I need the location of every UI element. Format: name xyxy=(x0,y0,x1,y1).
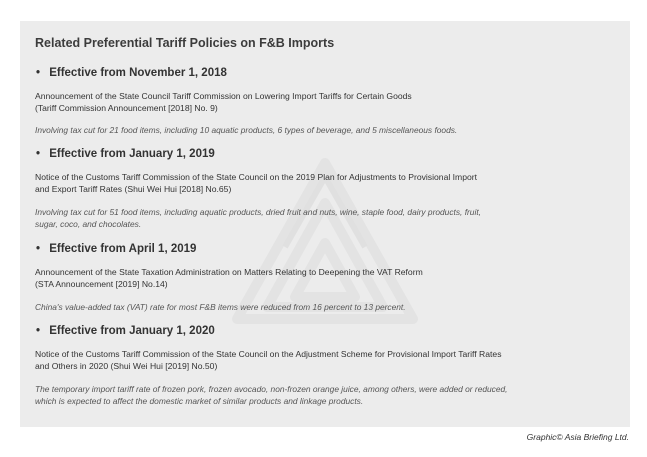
policy-notice xyxy=(35,348,625,372)
effective-date: Effective from January 1, 2019 xyxy=(49,148,215,160)
bullet-icon: • xyxy=(36,67,41,79)
policy-notice xyxy=(35,171,625,195)
policy-section xyxy=(35,243,625,313)
notice-line: and Others in 2020 (Shui Wei Hui [2019] No.50) xyxy=(35,361,218,371)
notice-line: and Export Tariff Rates (Shui Wei Hui [2018] No.65) xyxy=(35,184,232,194)
notice-line: Announcement of the State Council Tariff Commission on Lowering Import Tariffs for Certain Goods xyxy=(35,91,412,101)
effective-date: Effective from April 1, 2019 xyxy=(49,243,197,255)
policy-note xyxy=(35,206,625,230)
policy-heading xyxy=(35,325,625,337)
note-line: Involving tax cut for 21 food items, including 10 aquatic products, 6 types of beverage, and 5 miscellaneous foods. xyxy=(35,125,458,135)
policy-section xyxy=(35,67,625,136)
page-title: Related Preferential Tariff Policies on F&B Imports xyxy=(35,36,335,50)
notice-line: Notice of the Customs Tariff Commission of the State Council on the Adjustment Scheme for Provisional Import Tariff Rates xyxy=(35,349,502,359)
notice-line: (Tariff Commission Announcement [2018] No. 9) xyxy=(35,103,218,113)
bullet-icon: • xyxy=(36,325,41,337)
note-line: The temporary import tariff rate of frozen pork, frozen avocado, non-frozen orange juice, among others, were added or reduced, xyxy=(35,384,508,394)
note-line: China's value-added tax (VAT) rate for most F&B items were reduced from 16 percent to 13 percent. xyxy=(35,302,406,312)
notice-line: Notice of the Customs Tariff Commission of the State Council on the 2019 Plan for Adjustments to Provisional Import xyxy=(35,172,477,182)
policy-note xyxy=(35,383,625,407)
policy-heading xyxy=(35,67,625,79)
note-line: which is expected to affect the domestic market of similar products and linkage products. xyxy=(35,396,364,406)
graphic-credit: Graphic© Asia Briefing Ltd. xyxy=(526,432,629,442)
policy-notice xyxy=(35,90,625,114)
notice-line: (STA Announcement [2019] No.14) xyxy=(35,279,168,289)
policy-section xyxy=(35,148,625,230)
policy-panel xyxy=(20,21,630,427)
effective-date: Effective from November 1, 2018 xyxy=(49,67,227,79)
policy-notice xyxy=(35,266,625,290)
policy-section xyxy=(35,325,625,407)
notice-line: Announcement of the State Taxation Administration on Matters Relating to Deepening the VAT Reform xyxy=(35,267,423,277)
policy-heading xyxy=(35,243,625,255)
note-line: sugar, coco, and chocolates. xyxy=(35,219,142,229)
bullet-icon: • xyxy=(36,148,41,160)
policy-heading xyxy=(35,148,625,160)
note-line: Involving tax cut for 51 food items, including aquatic products, dried fruit and nuts, wine, staple food, dairy products, fruit, xyxy=(35,207,481,217)
policy-note xyxy=(35,301,625,313)
bullet-icon: • xyxy=(36,243,41,255)
effective-date: Effective from January 1, 2020 xyxy=(49,325,215,337)
policy-note xyxy=(35,124,625,136)
